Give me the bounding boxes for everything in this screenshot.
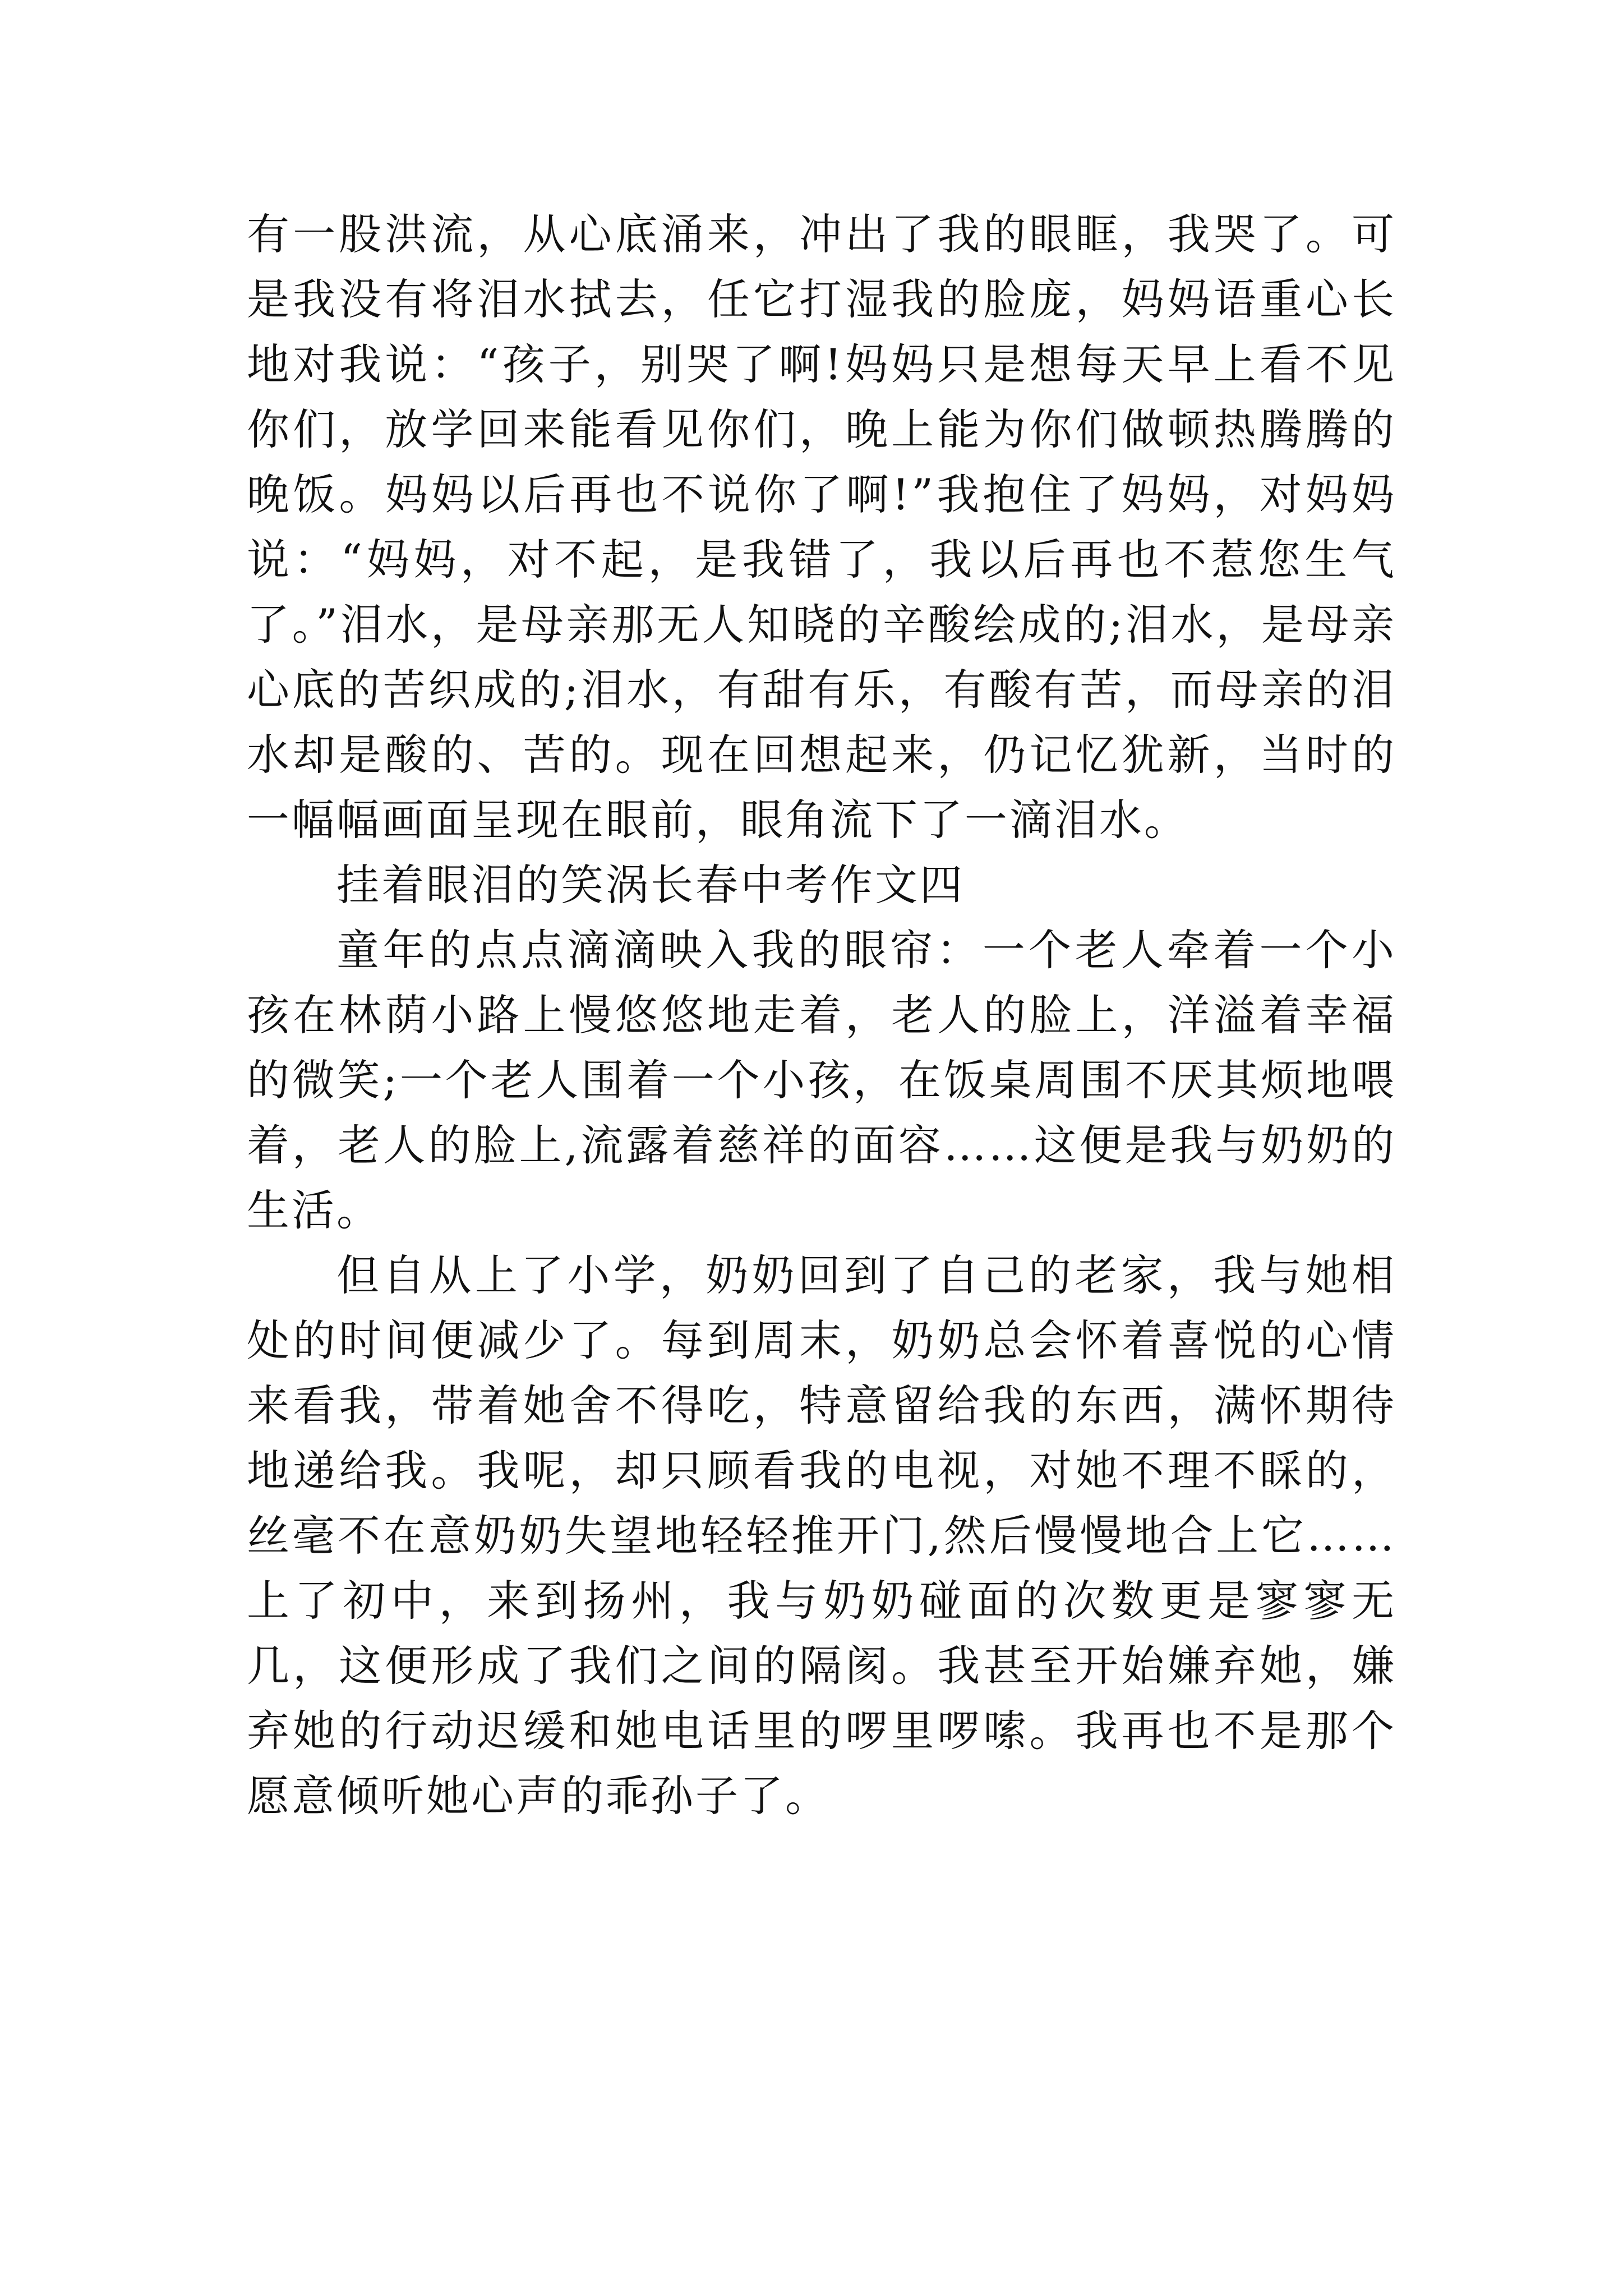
essay-body [247,202,1396,1829]
essay-title: 挂着眼泪的笑涡长春中考作文四 [336,860,965,910]
paragraph-school: 但自从上了小学，奶奶回到了自己的老家，我与她相处的时间便减少了。每到周末，奶奶总会怀着喜悦的心情来看我，带着她舍不得吃，特意留给我的东西，满怀期待地递给我。我呢，却只顾看我的电视，对她不理不睬的，丝毫不在意奶奶失望地轻轻推开门,然后慢慢地合上它……上了初中，来到扬州，我与奶奶碰面的次数更是寥寥无几，这便形成了我们之间的隔阂。我甚至开始嫌弃她，嫌弃她的行动迟缓和她电话里的啰里啰嗦。我再也不是那个愿意倾听她心声的乖孙子了。 [247,1250,1396,1821]
paragraph-continued: 有一股洪流，从心底涌来，冲出了我的眼眶，我哭了。可是我没有将泪水拭去，任它打湿我的脸庞，妈妈语重心长地对我说：“孩子，别哭了啊!妈妈只是想每天早上看不见你们，放学回来能看见你们，晚上能为你们做顿热腾腾的晚饭。妈妈以后再也不说你了啊!”我抱住了妈妈，对妈妈说：“妈妈，对不起，是我错了，我以后再也不惹您生气了。”泪水，是母亲那无人知晓的辛酸绘成的;泪水，是母亲心底的苦织成的;泪水，有甜有乐，有酸有苦，而母亲的泪水却是酸的、苦的。现在回想起来，仍记忆犹新，当时的一幅幅画面呈现在眼前，眼角流下了一滴泪水。 [247,209,1396,845]
paragraph-childhood: 童年的点点滴滴映入我的眼帘：一个老人牵着一个小孩在林荫小路上慢悠悠地走着，老人的脸上，洋溢着幸福的微笑;一个老人围着一个小孩，在饭桌周围不厌其烦地喂着，老人的脸上,流露着慈祥的面容……这便是我与奶奶的生活。 [247,925,1396,1235]
